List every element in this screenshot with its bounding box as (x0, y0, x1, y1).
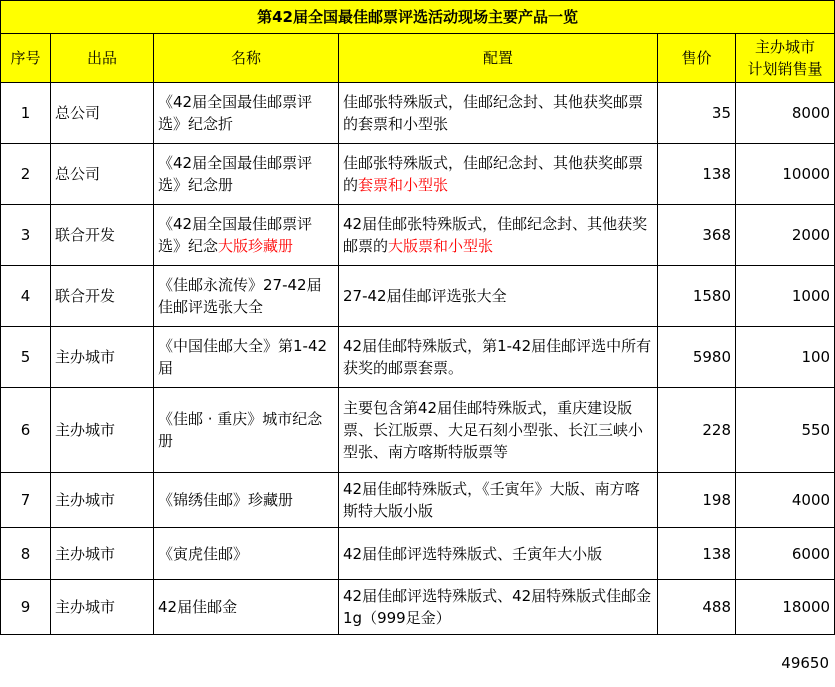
config-text: 佳邮张特殊版式，佳邮纪念封、其他获奖邮票的套票和小型张 (343, 93, 644, 133)
config-text: 42届佳邮特殊版式，《壬寅年》大版、南方喀斯特大版小版 (343, 480, 640, 520)
cell-issuer (51, 205, 154, 266)
issuer-text: 总公司 (55, 104, 101, 122)
config-text: 42届佳邮评选特殊版式、42届特殊版式佳邮金1g（999足金） (343, 587, 652, 627)
header-seq: 序号 (1, 34, 51, 83)
name-text: 《中国佳邮大全》第1-42届 (158, 337, 328, 377)
seq-text: 2 (20, 165, 31, 183)
price-text: 228 (702, 421, 731, 439)
price-text: 35 (711, 104, 731, 122)
plan-text: 8000 (791, 104, 831, 122)
issuer-text: 主办城市 (55, 421, 116, 439)
cell-config (339, 580, 658, 635)
cell-seq (1, 83, 51, 144)
cell-name (154, 144, 339, 205)
cell-seq (1, 327, 51, 388)
seq-text: 7 (20, 491, 31, 509)
cell-seq (1, 473, 51, 528)
header-name: 名称 (154, 34, 339, 83)
cell-price (658, 205, 736, 266)
cell-name (154, 327, 339, 388)
cell-plan (736, 473, 835, 528)
issuer-text: 主办城市 (55, 544, 116, 563)
name-text: 《佳邮 · 重庆》城市纪念册 (158, 410, 323, 450)
cell-config (339, 327, 658, 388)
name-text: 42届佳邮金 (158, 598, 238, 616)
config-text: 主要包含第42届佳邮特殊版式，重庆建设版票、长江版票、大足石刻小型张、长江三峡小型张、南方喀斯特版票等 (343, 399, 644, 461)
price-text: 198 (702, 491, 731, 509)
name-text: 《锦绣佳邮》珍藏册 (158, 491, 294, 509)
cell-seq (1, 388, 51, 473)
table-row (1, 580, 835, 635)
cell-price (658, 144, 736, 205)
cell-plan (736, 388, 835, 473)
cell-issuer (51, 144, 154, 205)
name-text: 《42届全国最佳邮票评选》纪念折 (158, 93, 313, 133)
cell-issuer (51, 473, 154, 528)
plan-text: 550 (801, 421, 831, 439)
cell-price (658, 473, 736, 528)
cell-plan (736, 205, 835, 266)
plan-text: 4000 (791, 491, 831, 509)
config-highlight-text: 套票和小型张 (358, 176, 449, 194)
header-plan-line2: 计划销售量 (747, 60, 823, 78)
issuer-text: 主办城市 (55, 491, 116, 509)
cell-name (154, 580, 339, 635)
cell-plan (736, 83, 835, 144)
seq-text: 4 (20, 287, 31, 305)
cell-issuer (51, 327, 154, 388)
seq-text: 5 (20, 348, 31, 366)
price-text: 368 (702, 226, 731, 244)
cell-issuer (51, 528, 154, 580)
plan-text: 100 (801, 348, 831, 366)
cell-issuer (51, 388, 154, 473)
config-text: 佳邮张特殊版式，佳邮纪念封、其他获奖邮票的 (343, 154, 644, 194)
cell-config (339, 205, 658, 266)
cell-config (339, 83, 658, 144)
header-plan-line1: 主办城市 (755, 38, 816, 56)
config-text: 27-42届佳邮评选张大全 (343, 287, 507, 305)
table-title: 第42届全国最佳邮票评选活动现场主要产品一览 (1, 1, 835, 34)
name-text: 《佳邮永流传》27-42届佳邮评选张大全 (158, 276, 322, 316)
cell-plan (736, 144, 835, 205)
table-row (1, 266, 835, 327)
table-row (1, 528, 835, 580)
cell-seq (1, 205, 51, 266)
cell-config (339, 388, 658, 473)
cell-config (339, 144, 658, 205)
cell-name (154, 388, 339, 473)
cell-plan (736, 580, 835, 635)
cell-seq (1, 528, 51, 580)
issuer-text: 联合开发 (55, 226, 116, 244)
cell-price (658, 528, 736, 580)
cell-plan (736, 327, 835, 388)
issuer-text: 主办城市 (55, 598, 116, 616)
cell-config (339, 473, 658, 528)
config-text: 42届佳邮张特殊版式，佳邮纪念封、其他获奖邮票的 (343, 215, 648, 255)
config-text: 42届佳邮评选特殊版式、壬寅年大小版 (343, 544, 603, 563)
header-price: 售价 (658, 34, 736, 83)
sales-total: 49650 (781, 654, 829, 672)
config-text: 42届佳邮特殊版式，第1-42届佳邮评选中所有获奖的邮票套票。 (343, 337, 652, 377)
cell-issuer (51, 266, 154, 327)
price-text: 5980 (692, 348, 731, 366)
issuer-text: 总公司 (55, 165, 101, 183)
table-row (1, 327, 835, 388)
cell-name (154, 266, 339, 327)
price-text: 138 (702, 544, 731, 563)
seq-text: 9 (20, 598, 31, 616)
name-text: 《寅虎佳邮》 (158, 544, 249, 563)
table-row (1, 473, 835, 528)
issuer-text: 联合开发 (55, 287, 116, 305)
cell-config (339, 266, 658, 327)
cell-seq (1, 580, 51, 635)
cell-price (658, 327, 736, 388)
table-row (1, 83, 835, 144)
cell-price (658, 266, 736, 327)
seq-text: 1 (20, 104, 31, 122)
plan-text: 6000 (791, 544, 831, 563)
name-highlight-text: 大版珍藏册 (218, 237, 294, 255)
cell-issuer (51, 83, 154, 144)
header-config: 配置 (339, 34, 658, 83)
cell-price (658, 580, 736, 635)
price-text: 1580 (692, 287, 731, 305)
plan-text: 18000 (782, 598, 831, 616)
cell-name (154, 473, 339, 528)
cell-plan (736, 528, 835, 580)
cell-name (154, 205, 339, 266)
price-text: 488 (702, 598, 731, 616)
config-highlight-text: 大版票和小型张 (388, 237, 494, 255)
plan-text: 1000 (791, 287, 831, 305)
cell-issuer (51, 580, 154, 635)
cell-price (658, 388, 736, 473)
issuer-text: 主办城市 (55, 348, 116, 366)
name-text: 《42届全国最佳邮票评选》纪念册 (158, 154, 313, 194)
cell-seq (1, 144, 51, 205)
table-row (1, 388, 835, 473)
price-text: 138 (702, 165, 731, 183)
plan-text: 10000 (782, 165, 831, 183)
cell-plan (736, 266, 835, 327)
cell-name (154, 528, 339, 580)
name-text: 《42届全国最佳邮票评选》纪念 (158, 215, 313, 255)
cell-seq (1, 266, 51, 327)
cell-price (658, 83, 736, 144)
table-row (1, 205, 835, 266)
seq-text: 8 (20, 544, 31, 563)
header-row (1, 34, 835, 83)
cell-config (339, 528, 658, 580)
seq-text: 6 (20, 421, 31, 439)
seq-text: 3 (20, 226, 31, 244)
cell-name (154, 83, 339, 144)
header-plan (736, 34, 835, 83)
plan-text: 2000 (791, 226, 831, 244)
header-issuer: 出品 (51, 34, 154, 83)
table-row (1, 144, 835, 205)
